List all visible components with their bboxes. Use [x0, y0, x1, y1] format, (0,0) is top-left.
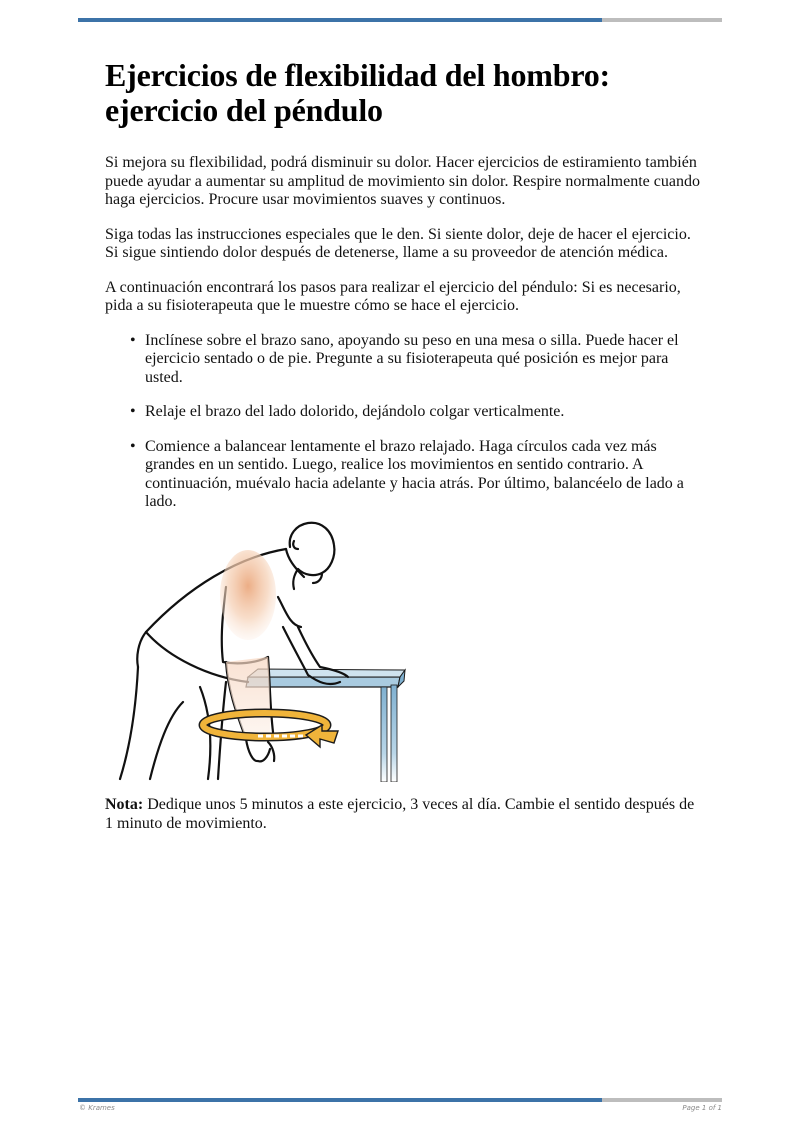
circular-motion-arrow-icon: [203, 713, 338, 747]
intro-paragraph: Si mejora su flexibilidad, podrá disminuir su dolor. Hacer ejercicios de estiramiento también puede ayudar a aumentar su amplitud de movimiento sin dolor. Respire normalmente cuando haga ejercicios. Procure usar movimientos suaves y continuos.: [105, 154, 700, 208]
note-text: Dedique unos 5 minutos a este ejercicio, 3 veces al día. Cambie el sentido después de 1 minuto de movimiento.: [105, 796, 695, 832]
steps-intro-paragraph: A continuación encontrará los pasos para realizar el ejercicio del péndulo: Si es necesario, pida a su fisioterapeuta que le muestre cómo se hace el ejercicio.: [105, 278, 681, 314]
bullet-icon: •: [130, 403, 136, 420]
step-text: Comience a balancear lentamente el brazo relajado. Haga círculos cada vez más grandes en un sentido. Luego, realice los movimientos en sentido contrario. A continuación, muévalo hacia adelante y hacia atrás. Por último, balancéelo de lado a lado.: [145, 437, 684, 510]
footer-copyright: © Krames: [79, 1104, 115, 1112]
header-progress-bar: [78, 18, 722, 22]
page-title: Ejercicios de flexibilidad del hombro: ejercicio del péndulo: [105, 57, 610, 128]
shoulder-pain-highlight: [220, 550, 276, 640]
instructions-paragraph: Siga todas las instrucciones especiales que le den. Si siente dolor, deje de hacer el ejercicio. Si sigue sintiendo dolor después de detenerse, llame a su proveedor de atención médica.: [105, 225, 691, 261]
document-body: [105, 58, 705, 528]
bullet-icon: •: [130, 331, 136, 349]
pendulum-exercise-illustration: [108, 517, 418, 782]
steps-list: [105, 332, 705, 512]
note-paragraph: [105, 796, 705, 833]
header-progress-fill: [78, 18, 602, 22]
footer-page-number: Page 1 of 1: [682, 1104, 722, 1112]
list-item: [130, 437, 705, 512]
list-item: [130, 403, 705, 422]
hanging-arm-shading: [226, 657, 270, 739]
step-text: Inclínese sobre el brazo sano, apoyando su peso en una mesa o silla. Puede hacer el ejercicio sentado o de pie. Pregunte a su fisioterapeuta qué posición es mejor para usted.: [145, 331, 679, 386]
step-text: Relaje el brazo del lado dolorido, dejándolo colgar verticalmente.: [145, 403, 565, 420]
note-label: Nota:: [105, 796, 144, 813]
footer-progress-bar: [78, 1098, 722, 1102]
footer-progress-fill: [78, 1098, 602, 1102]
list-item: [130, 331, 705, 388]
bullet-icon: •: [130, 437, 136, 455]
